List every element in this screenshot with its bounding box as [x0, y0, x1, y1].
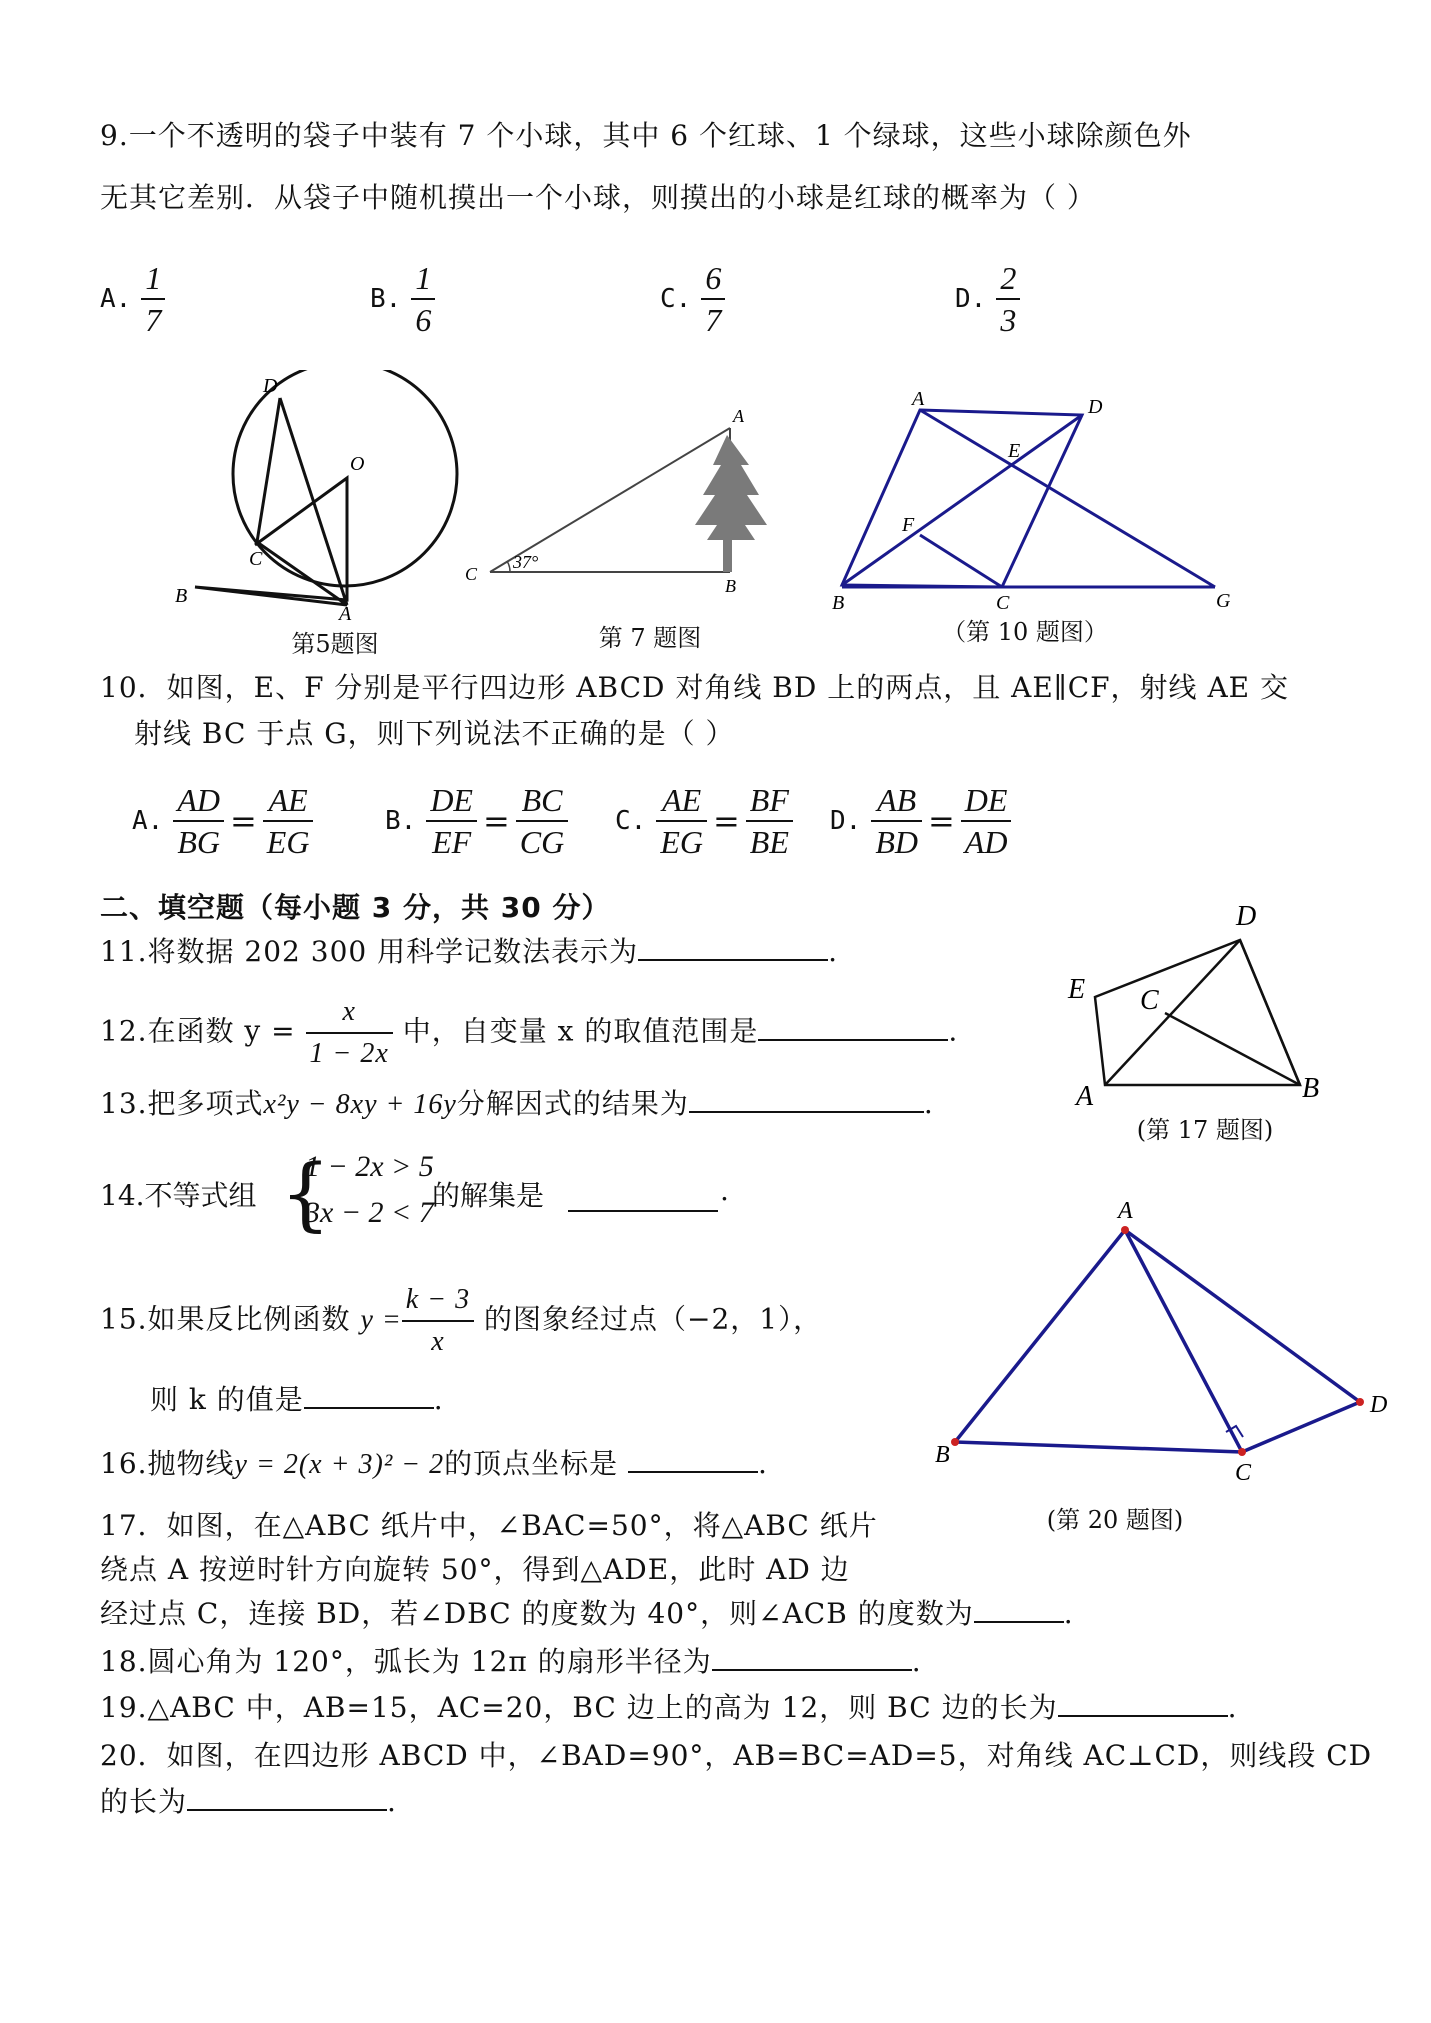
q14-inequality-2: 3x − 2 < 7 [305, 1196, 434, 1229]
q10-line2: 射线 BC 于点 G，则下列说法不正确的是（ ） [134, 717, 735, 750]
fig10-label-b: B [832, 592, 845, 614]
fig10-caption: （第 10 题图） [942, 618, 1108, 646]
q14-inequality-1: 1 − 2x > 5 [305, 1150, 434, 1183]
q13: 13.把多项式x²y − 8xy + 16y分解因式的结果为 . [100, 1087, 934, 1120]
fig17-label-c: C [1140, 985, 1159, 1016]
fig10-label-g: G [1216, 590, 1231, 612]
fig10-label-d: D [1088, 396, 1103, 418]
q17-answer-blank[interactable] [974, 1595, 1064, 1623]
q20-line1: 20．如图，在四边形 ABCD 中，∠BAD=90°，AB=BC=AD=5，对角线 AC⊥CD，则线段 CD [100, 1739, 1373, 1772]
q20-line2: 的长为 . [100, 1785, 397, 1818]
q11-answer-blank[interactable] [638, 933, 828, 961]
q15-line1: 15.如果反比例函数 y = $\frac{k - 3}{x}$ 的图象经过点（−2，1）， [100, 1280, 822, 1362]
q12-answer-blank[interactable] [758, 1013, 948, 1041]
q19-answer-blank[interactable] [1058, 1689, 1228, 1717]
q10-option-a: A. $\frac{AD}{BG}$ = $\frac{AE}{EG}$ [132, 780, 313, 862]
figure-7 [455, 400, 790, 600]
fig20-label-d: D [1370, 1392, 1388, 1418]
fig17-caption: (第 17 题图) [1136, 1116, 1274, 1144]
fig7-label-a: A [733, 406, 744, 426]
section-2-title: 二、填空题（每小题 3 分，共 30 分） [100, 891, 611, 924]
q9-line1: 9.一个不透明的袋子中装有 7 个小球，其中 6 个红球、1 个绿球，这些小球除颜色外 [100, 119, 1192, 152]
fig17-label-d: D [1236, 901, 1257, 932]
q9-option-b-fraction: $\frac{1}{6}$ [411, 258, 435, 340]
fig10-label-a: A [912, 388, 925, 410]
fig5-label-o: O [350, 453, 365, 475]
q18: 18.圆心角为 120°，弧长为 12π 的扇形半径为 . [100, 1645, 922, 1678]
fig7-label-b: B [725, 576, 736, 596]
q11: 11.将数据 202 300 用科学记数法表示为 . [100, 935, 839, 968]
q17-line3: 经过点 C，连接 BD，若∠DBC 的度数为 40°，则∠ACB 的度数为 . [100, 1597, 1074, 1630]
q9-option-b: B. $\frac{1}{6}$ [370, 258, 435, 340]
q9-option-c-fraction: $\frac{6}{7}$ [701, 258, 725, 340]
q13-answer-blank[interactable] [689, 1085, 924, 1113]
fig17-label-b: B [1302, 1073, 1320, 1104]
tree-icon [695, 435, 767, 572]
q19: 19.△ABC 中，AB=15，AC=20，BC 边上的高为 12，则 BC 边的长为 . [100, 1691, 1238, 1724]
q10-option-d: D. $\frac{AB}{BD}$ = $\frac{DE}{AD}$ [830, 780, 1011, 862]
q16: 16.抛物线y = 2(x + 3)² − 2的顶点坐标是 . [100, 1447, 768, 1480]
fig5-caption: 第5题图 [291, 630, 379, 658]
q10-option-c: C. $\frac{AE}{EG}$ = $\frac{BF}{BE}$ [615, 780, 793, 862]
fig5-label-d: D [263, 375, 278, 397]
q20-answer-blank[interactable] [187, 1783, 387, 1811]
fig10-label-e: E [1008, 440, 1021, 462]
q16-answer-blank[interactable] [628, 1445, 758, 1473]
fig7-angle: 37° [513, 552, 539, 572]
q9-option-d-fraction: $\frac{2}{3}$ [996, 258, 1020, 340]
fig5-label-c: C [249, 548, 263, 570]
fig17-label-a: A [1076, 1081, 1094, 1110]
figure-17 [1060, 885, 1340, 1110]
q15-line2: 则 k 的值是 . [150, 1383, 444, 1416]
q13-expression: x²y − 8xy + 16y [263, 1089, 457, 1120]
q12: 12.在函数 y = $\frac{x}{1 - 2x}$ 中，自变量 x 的取值范围是 . [100, 992, 958, 1074]
fig10-label-c: C [996, 592, 1010, 614]
q17-line2: 绕点 A 按逆时针方向旋转 50°，得到△ADE，此时 AD 边 [100, 1553, 850, 1586]
q9-line2: 无其它差别．从袋子中随机摸出一个小球，则摸出的小球是红球的概率为（ ） [100, 181, 1096, 214]
fig20-caption: (第 20 题图) [1046, 1506, 1184, 1534]
figure-10 [820, 385, 1240, 615]
q10-option-b: B. $\frac{DE}{EF}$ = $\frac{BC}{CG}$ [385, 780, 568, 862]
q14-answer-blank[interactable] [568, 1184, 718, 1212]
figure-5 [165, 370, 465, 620]
q14-brace: { [280, 1147, 331, 1240]
fig20-label-b: B [935, 1442, 950, 1468]
fig20-label-c: C [1235, 1460, 1252, 1486]
q15-fraction: $\frac{k - 3}{x}$ [402, 1280, 474, 1362]
q9-option-d: D. $\frac{2}{3}$ [955, 258, 1020, 340]
fig20-label-a: A [1118, 1198, 1133, 1224]
q10-line1: 10．如图，E、F 分别是平行四边形 ABCD 对角线 BD 上的两点，且 AE∥CF，射线 AE 交 [100, 671, 1290, 704]
q17-line1: 17．如图，在△ABC 纸片中，∠BAC=50°，将△ABC 纸片 [100, 1509, 878, 1542]
q9-option-a: A. $\frac{1}{7}$ [100, 258, 165, 340]
fig5-label-a: A [339, 603, 352, 620]
fig7-caption: 第 7 题图 [598, 624, 702, 652]
fig7-label-c: C [465, 564, 478, 584]
figure-20 [930, 1190, 1400, 1490]
fig5-label-b: B [175, 585, 188, 607]
q16-expression: y = 2(x + 3)² − 2 [234, 1449, 445, 1480]
fig10-label-f: F [902, 514, 915, 536]
fig17-label-e: E [1068, 974, 1086, 1005]
q18-answer-blank[interactable] [712, 1643, 912, 1671]
q15-answer-blank[interactable] [304, 1381, 434, 1409]
q12-fraction: $\frac{x}{1 - 2x}$ [306, 992, 393, 1074]
q9-option-c: C. $\frac{6}{7}$ [660, 258, 725, 340]
q9-option-a-fraction: $\frac{1}{7}$ [141, 258, 165, 340]
